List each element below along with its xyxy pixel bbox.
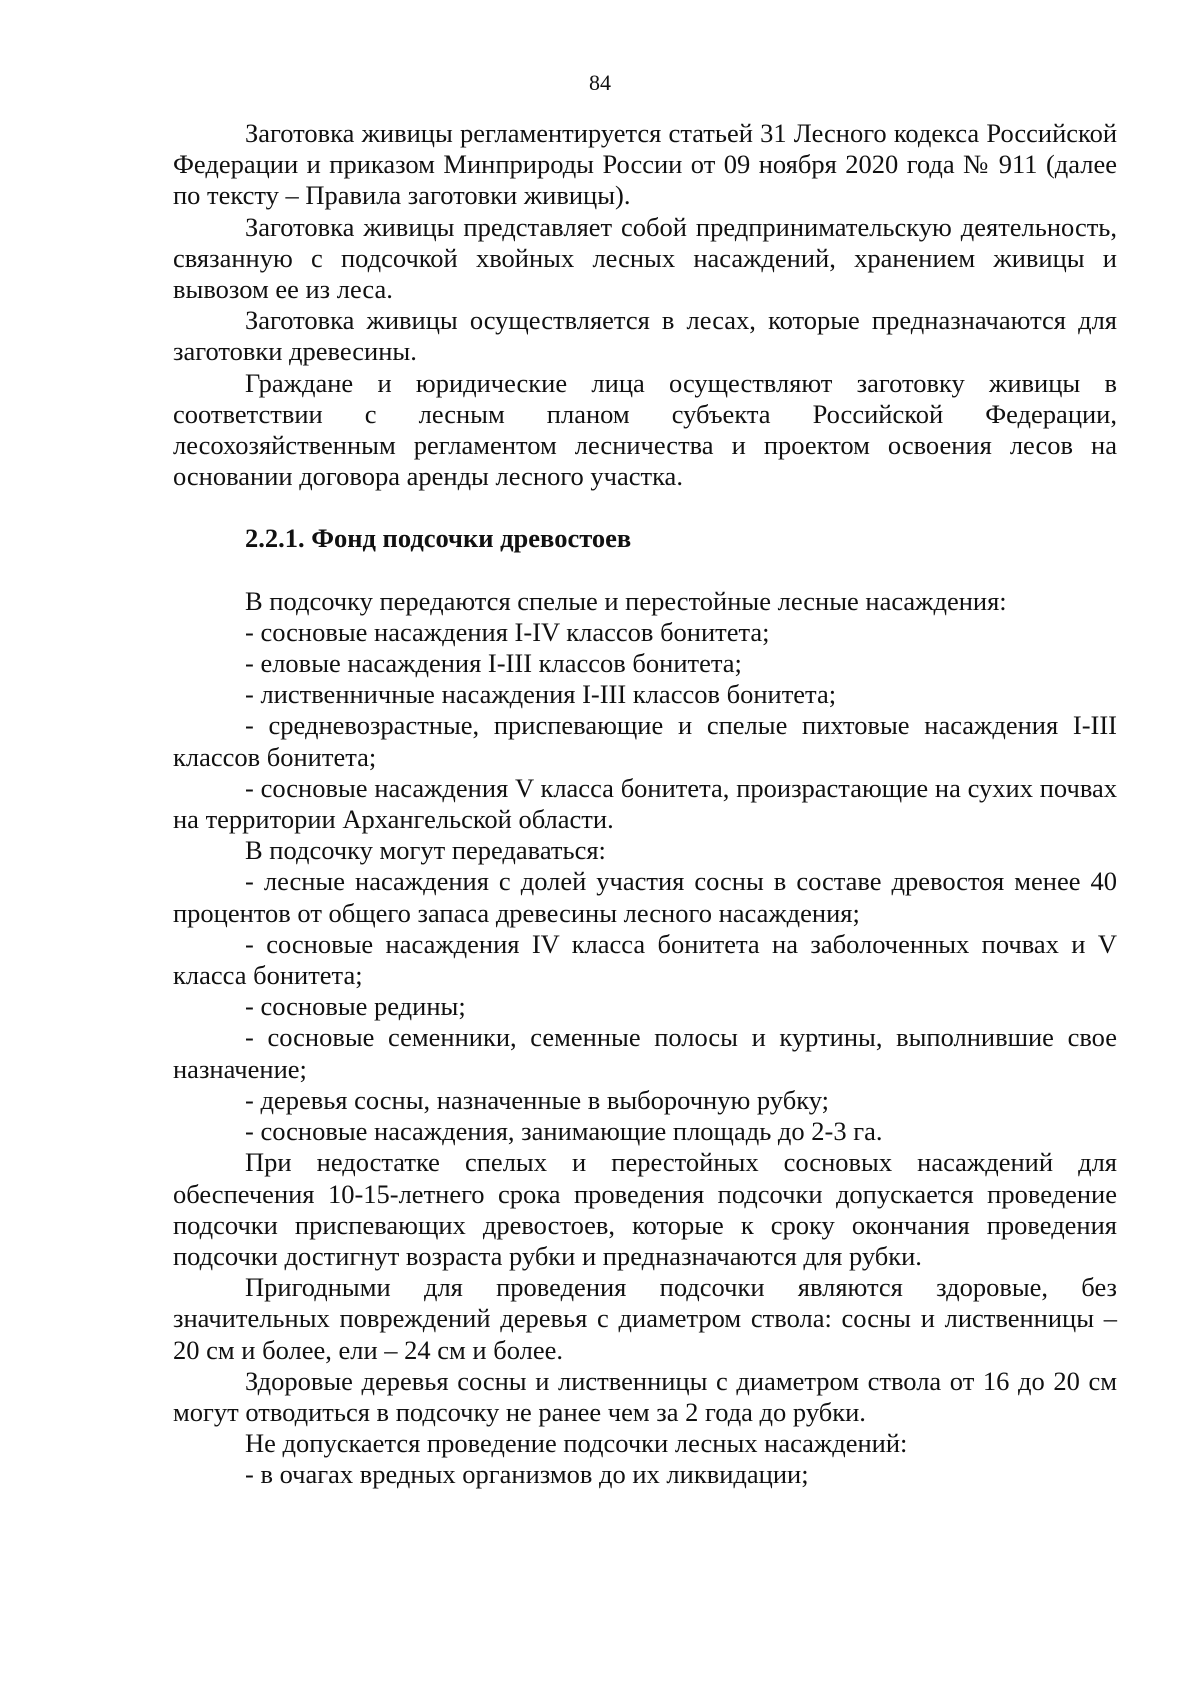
paragraph: Граждане и юридические лица осуществляют заготовку живицы в соответствии с лесным планом субъекта Российской Федерации, лесохозяйственным регламентом лесничества и проектом освоения лесов на основании договора аренды лесного участка.: [173, 367, 1117, 492]
spacer: [173, 492, 1117, 523]
spacer: [173, 555, 1117, 586]
paragraph: Здоровые деревья сосны и лиственницы с диаметром ствола от 16 до 20 см могут отводиться в подсочку не ранее чем за 2 года до рубки.: [173, 1365, 1117, 1427]
paragraph: Не допускается проведение подсочки лесных насаждений:: [245, 1428, 908, 1459]
list-item: - сосновые насаждения V класса бонитета, произрастающие на сухих почвах на территории Архангельской области.: [173, 772, 1117, 835]
list-item: - сосновые насаждения, занимающие площадь до 2-3 га.: [245, 1116, 883, 1147]
paragraph: Пригодными для проведения подсочки являются здоровые, без значительных повреждений деревья с диаметром ствола: сосны и лиственницы – 20 см и более, ели – 24 см и более.: [173, 1272, 1117, 1365]
paragraph: Заготовка живицы осуществляется в лесах, которые предназначаются для заготовки древесины.: [173, 305, 1117, 367]
paragraph: В подсочку могут передаваться:: [245, 835, 606, 866]
list-item: - средневозрастные, приспевающие и спелые пихтовые насаждения I-III классов бонитета;: [173, 710, 1117, 772]
list-item: - сосновые редины;: [245, 991, 466, 1022]
list-item: - еловые насаждения I-III классов бонитета;: [245, 648, 742, 679]
paragraph: Заготовка живицы представляет собой предпринимательскую деятельность, связанную с подсочкой хвойных лесных насаждений, хранением живицы и вывозом ее из леса.: [173, 211, 1117, 305]
paragraph: При недостатке спелых и перестойных сосновых насаждений для обеспечения 10-15-летнего срока проведения подсочки допускается проведение подсочки приспевающих древостоев, которые к сроку окончания проведения подсочки достигнут возраста рубки и предназначаются для рубки.: [173, 1147, 1117, 1271]
list-item: - лесные насаждения с долей участия сосны в составе древостоя менее 40 процентов от общего запаса древесины лесного насаждения;: [173, 866, 1117, 928]
page-number: 84: [589, 70, 611, 95]
document-body: [173, 118, 1117, 1491]
list-item: - сосновые насаждения I-IV классов бонитета;: [245, 616, 770, 647]
paragraph: В подсочку передаются спелые и перестойные лесные насаждения:: [245, 585, 1007, 616]
list-item: - сосновые насаждения IV класса бонитета на заболоченных почвах и V класса бонитета;: [173, 928, 1117, 991]
list-item: - лиственничные насаждения I-III классов бонитета;: [245, 679, 837, 710]
list-item: - деревья сосны, назначенные в выборочную рубку;: [245, 1084, 829, 1115]
paragraph: Заготовка живицы регламентируется статьей 31 Лесного кодекса Российской Федерации и приказом Минприроды России от 09 ноября 2020 года № 911 (далее по тексту – Правила заготовки живицы).: [173, 118, 1117, 211]
list-item: - в очагах вредных организмов до их ликвидации;: [245, 1459, 809, 1490]
list-item: - сосновые семенники, семенные полосы и куртины, выполнившие свое назначение;: [173, 1022, 1117, 1084]
section-heading: 2.2.1. Фонд подсочки древостоев: [245, 523, 632, 554]
